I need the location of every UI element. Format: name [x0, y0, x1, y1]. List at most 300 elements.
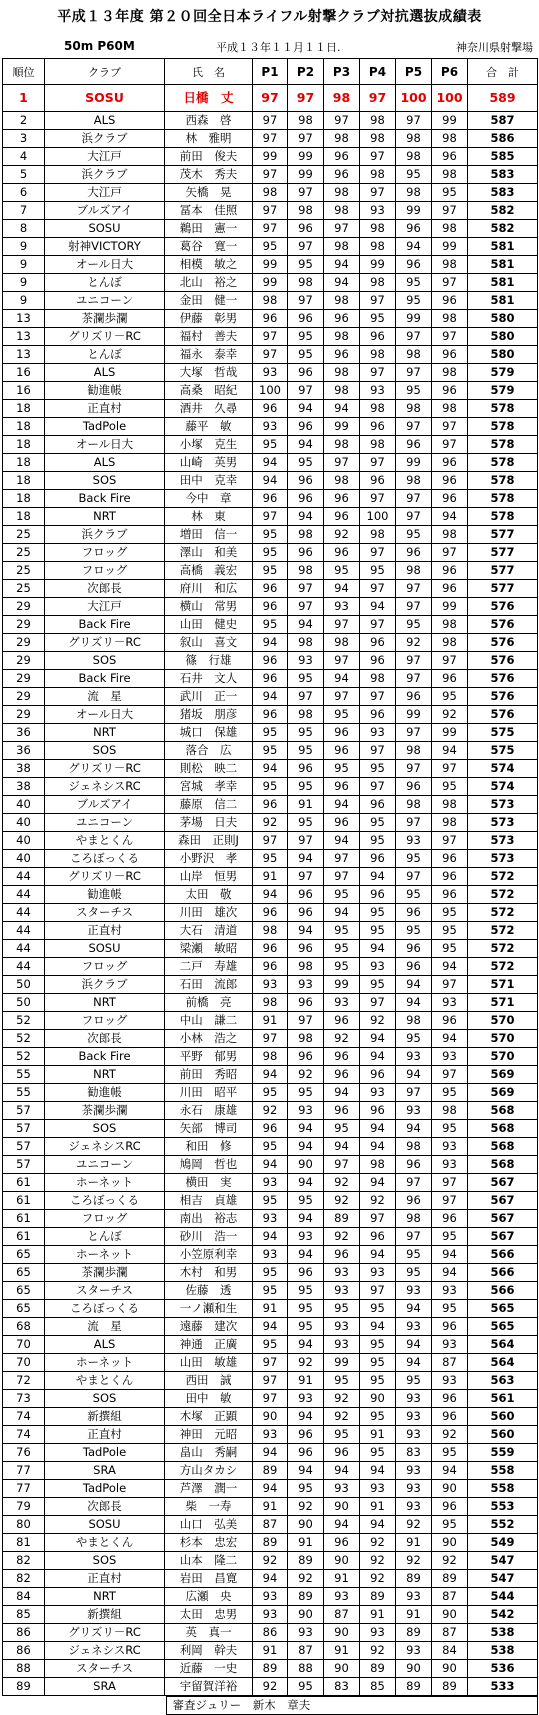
- club-cell: SOSU: [45, 220, 165, 238]
- table-row: [3, 1030, 538, 1048]
- rank-cell: 65: [3, 1282, 45, 1300]
- p2-cell: 98: [288, 526, 324, 544]
- p6-cell: 96: [432, 1210, 468, 1228]
- p3-cell: 93: [324, 1264, 360, 1282]
- p3-cell: 95: [324, 1372, 360, 1390]
- p1-cell: 97: [253, 328, 288, 346]
- p1-cell: 94: [253, 1318, 288, 1336]
- p6-cell: 94: [432, 1246, 468, 1264]
- club-cell: ホーネット: [45, 1354, 165, 1372]
- p4-cell: 97: [360, 292, 396, 310]
- p5-cell: 92: [396, 634, 432, 652]
- p4-cell: 92: [360, 1192, 396, 1210]
- club-cell: 正直村: [45, 1570, 165, 1588]
- p5-cell: 97: [396, 814, 432, 832]
- p6-cell: 97: [432, 436, 468, 454]
- name-cell: 矢部 博司: [165, 1120, 253, 1138]
- total-cell: 581: [468, 274, 538, 292]
- p5-cell: 98: [396, 472, 432, 490]
- name-cell: 神田 元昭: [165, 1426, 253, 1444]
- p3-cell: 96: [324, 1534, 360, 1552]
- name-cell: 前橋 亮: [165, 994, 253, 1012]
- name-cell: 宇留賀洋裕: [165, 1678, 253, 1696]
- rank-cell: 38: [3, 760, 45, 778]
- total-cell: 569: [468, 1084, 538, 1102]
- rank-cell: 52: [3, 1048, 45, 1066]
- p1-cell: 93: [253, 1174, 288, 1192]
- p2-cell: 93: [288, 1102, 324, 1120]
- name-cell: 日橋 丈: [165, 85, 253, 112]
- p5-cell: 97: [396, 418, 432, 436]
- p4-cell: 96: [360, 472, 396, 490]
- club-cell: 射神VICTORY: [45, 238, 165, 256]
- p2-cell: 99: [288, 166, 324, 184]
- header-p2: P2: [288, 59, 324, 85]
- p6-cell: 89: [432, 1678, 468, 1696]
- club-cell: やまとくん: [45, 832, 165, 850]
- name-cell: 相吉 貞雄: [165, 1192, 253, 1210]
- p4-cell: 91: [360, 1498, 396, 1516]
- p6-cell: 96: [432, 1318, 468, 1336]
- total-cell: 577: [468, 562, 538, 580]
- p1-cell: 94: [253, 1570, 288, 1588]
- table-row: [3, 1210, 538, 1228]
- rank-cell: 55: [3, 1084, 45, 1102]
- p4-cell: 95: [360, 562, 396, 580]
- p1-cell: 94: [253, 886, 288, 904]
- p5-cell: 91: [396, 1534, 432, 1552]
- p5-cell: 98: [396, 1012, 432, 1030]
- club-cell: ALS: [45, 364, 165, 382]
- p4-cell: 94: [360, 1030, 396, 1048]
- p3-cell: 94: [324, 670, 360, 688]
- p6-cell: 96: [432, 490, 468, 508]
- rank-cell: 36: [3, 724, 45, 742]
- p2-cell: 95: [288, 1282, 324, 1300]
- table-row: [3, 1390, 538, 1408]
- p1-cell: 91: [253, 1498, 288, 1516]
- total-cell: 566: [468, 1282, 538, 1300]
- p2-cell: 95: [288, 346, 324, 364]
- name-cell: 小林 浩之: [165, 1030, 253, 1048]
- table-row: [3, 148, 538, 166]
- table-row: [3, 616, 538, 634]
- p5-cell: 89: [396, 1678, 432, 1696]
- total-cell: 578: [468, 490, 538, 508]
- p3-cell: 97: [324, 1156, 360, 1174]
- p1-cell: 99: [253, 148, 288, 166]
- total-cell: 572: [468, 922, 538, 940]
- p6-cell: 99: [432, 238, 468, 256]
- rank-cell: 13: [3, 346, 45, 364]
- p4-cell: 94: [360, 1318, 396, 1336]
- table-row: [3, 976, 538, 994]
- p4-cell: 95: [360, 1372, 396, 1390]
- club-cell: ユニコーン: [45, 1156, 165, 1174]
- p3-cell: 97: [324, 652, 360, 670]
- p2-cell: 88: [288, 1660, 324, 1678]
- p5-cell: 99: [396, 310, 432, 328]
- name-cell: 石井 文人: [165, 670, 253, 688]
- table-row: [3, 400, 538, 418]
- p6-cell: 94: [432, 742, 468, 760]
- name-cell: 山本 隆二: [165, 1552, 253, 1570]
- club-cell: やまとくん: [45, 1372, 165, 1390]
- name-cell: 川田 昭平: [165, 1084, 253, 1102]
- total-cell: 578: [468, 472, 538, 490]
- p2-cell: 92: [288, 1498, 324, 1516]
- p4-cell: 97: [360, 742, 396, 760]
- p6-cell: 98: [432, 616, 468, 634]
- p5-cell: 93: [396, 1588, 432, 1606]
- p3-cell: 90: [324, 1498, 360, 1516]
- p3-cell: 92: [324, 1174, 360, 1192]
- club-cell: 大江戸: [45, 184, 165, 202]
- p1-cell: 97: [253, 220, 288, 238]
- p1-cell: 97: [253, 85, 288, 112]
- p4-cell: 97: [360, 364, 396, 382]
- p2-cell: 96: [288, 994, 324, 1012]
- p4-cell: 97: [360, 994, 396, 1012]
- p3-cell: 95: [324, 1426, 360, 1444]
- p2-cell: 93: [288, 1390, 324, 1408]
- table-row: [3, 1498, 538, 1516]
- p1-cell: 97: [253, 130, 288, 148]
- total-cell: 586: [468, 130, 538, 148]
- rank-cell: 29: [3, 634, 45, 652]
- p3-cell: 92: [324, 1228, 360, 1246]
- rank-cell: 80: [3, 1516, 45, 1534]
- total-cell: 575: [468, 724, 538, 742]
- p2-cell: 96: [288, 1264, 324, 1282]
- p5-cell: 98: [396, 1210, 432, 1228]
- p1-cell: 98: [253, 922, 288, 940]
- p6-cell: 92: [432, 706, 468, 724]
- p1-cell: 96: [253, 310, 288, 328]
- p2-cell: 97: [288, 832, 324, 850]
- total-cell: 570: [468, 1030, 538, 1048]
- p4-cell: 97: [360, 490, 396, 508]
- name-cell: 山口 弘美: [165, 1516, 253, 1534]
- rank-cell: 44: [3, 940, 45, 958]
- p4-cell: 93: [360, 1264, 396, 1282]
- p2-cell: 96: [288, 472, 324, 490]
- table-row: [3, 202, 538, 220]
- p3-cell: 94: [324, 904, 360, 922]
- club-cell: グリズリ－RC: [45, 760, 165, 778]
- name-cell: 冨本 佳照: [165, 202, 253, 220]
- table-row: [3, 1084, 538, 1102]
- total-cell: 572: [468, 886, 538, 904]
- table-row: [3, 1264, 538, 1282]
- event-date: 平成１３年１１月１１日.: [216, 41, 341, 54]
- p3-cell: 94: [324, 832, 360, 850]
- p6-cell: 95: [432, 778, 468, 796]
- p2-cell: 90: [288, 1516, 324, 1534]
- p2-cell: 97: [288, 382, 324, 400]
- header-club: クラブ: [45, 59, 165, 85]
- p5-cell: 94: [396, 994, 432, 1012]
- rank-cell: 7: [3, 202, 45, 220]
- rank-cell: 40: [3, 832, 45, 850]
- club-cell: オール日大: [45, 706, 165, 724]
- p5-cell: 97: [396, 112, 432, 130]
- total-cell: 574: [468, 760, 538, 778]
- p6-cell: 97: [432, 760, 468, 778]
- name-cell: 太田 忠男: [165, 1606, 253, 1624]
- p2-cell: 92: [288, 1354, 324, 1372]
- rank-cell: 29: [3, 670, 45, 688]
- p6-cell: 97: [432, 976, 468, 994]
- club-cell: フロッグ: [45, 562, 165, 580]
- total-cell: 559: [468, 1444, 538, 1462]
- total-cell: 572: [468, 904, 538, 922]
- name-cell: 宮城 孝幸: [165, 778, 253, 796]
- p2-cell: 94: [288, 1408, 324, 1426]
- table-row: [3, 292, 538, 310]
- p1-cell: 98: [253, 184, 288, 202]
- p6-cell: 93: [432, 1138, 468, 1156]
- rank-cell: 57: [3, 1156, 45, 1174]
- rank-cell: 84: [3, 1588, 45, 1606]
- rank-cell: 74: [3, 1426, 45, 1444]
- table-row: [3, 1480, 538, 1498]
- p4-cell: 91: [360, 1426, 396, 1444]
- p5-cell: 95: [396, 850, 432, 868]
- p3-cell: 94: [324, 1516, 360, 1534]
- club-cell: SOS: [45, 652, 165, 670]
- p4-cell: 95: [360, 814, 396, 832]
- club-cell: 新撰組: [45, 1606, 165, 1624]
- p2-cell: 95: [288, 1678, 324, 1696]
- total-cell: 565: [468, 1318, 538, 1336]
- p2-cell: 93: [288, 1228, 324, 1246]
- name-cell: 砂川 浩一: [165, 1228, 253, 1246]
- total-cell: 563: [468, 1372, 538, 1390]
- p5-cell: 94: [396, 1354, 432, 1372]
- p5-cell: 89: [396, 1570, 432, 1588]
- p4-cell: 94: [360, 868, 396, 886]
- p6-cell: 96: [432, 148, 468, 166]
- p1-cell: 97: [253, 1354, 288, 1372]
- p6-cell: 94: [432, 1264, 468, 1282]
- table-row: [3, 1120, 538, 1138]
- table-row: [3, 256, 538, 274]
- name-cell: 佐藤 透: [165, 1282, 253, 1300]
- table-row: [3, 760, 538, 778]
- rank-cell: 44: [3, 958, 45, 976]
- p4-cell: 97: [360, 1210, 396, 1228]
- p4-cell: 98: [360, 166, 396, 184]
- p6-cell: 95: [432, 1228, 468, 1246]
- p6-cell: 93: [432, 1282, 468, 1300]
- table-row: [3, 742, 538, 760]
- p5-cell: 97: [396, 328, 432, 346]
- table-row: [3, 1408, 538, 1426]
- p1-cell: 94: [253, 688, 288, 706]
- footer-row: [2, 1697, 537, 1715]
- total-cell: 542: [468, 1606, 538, 1624]
- p3-cell: 97: [324, 868, 360, 886]
- p3-cell: 87: [324, 1606, 360, 1624]
- results-table: [2, 58, 538, 1696]
- p5-cell: 95: [396, 886, 432, 904]
- p1-cell: 94: [253, 1444, 288, 1462]
- club-cell: Back Fire: [45, 670, 165, 688]
- name-cell: 木村 和男: [165, 1264, 253, 1282]
- name-cell: 遠藤 建次: [165, 1318, 253, 1336]
- club-cell: ホーネット: [45, 1246, 165, 1264]
- p4-cell: 95: [360, 310, 396, 328]
- p5-cell: 98: [396, 346, 432, 364]
- p5-cell: 97: [396, 670, 432, 688]
- p3-cell: 92: [324, 1030, 360, 1048]
- total-cell: 544: [468, 1588, 538, 1606]
- p1-cell: 87: [253, 1516, 288, 1534]
- rank-cell: 77: [3, 1462, 45, 1480]
- rank-cell: 72: [3, 1372, 45, 1390]
- p2-cell: 94: [288, 1246, 324, 1264]
- total-cell: 585: [468, 148, 538, 166]
- p3-cell: 94: [324, 580, 360, 598]
- club-cell: ころぼっくる: [45, 1192, 165, 1210]
- name-cell: 藤原 信二: [165, 796, 253, 814]
- table-row: [3, 130, 538, 148]
- p3-cell: 93: [324, 1480, 360, 1498]
- name-cell: 田中 克幸: [165, 472, 253, 490]
- club-cell: 次郎長: [45, 1498, 165, 1516]
- club-cell: 新撰組: [45, 1408, 165, 1426]
- p1-cell: 95: [253, 562, 288, 580]
- p4-cell: 85: [360, 1678, 396, 1696]
- p1-cell: 97: [253, 202, 288, 220]
- p3-cell: 97: [324, 454, 360, 472]
- p4-cell: 96: [360, 706, 396, 724]
- p3-cell: 96: [324, 1048, 360, 1066]
- p3-cell: 93: [324, 598, 360, 616]
- p1-cell: 99: [253, 274, 288, 292]
- club-cell: グリズリ－RC: [45, 634, 165, 652]
- p5-cell: 94: [396, 1300, 432, 1318]
- p3-cell: 95: [324, 886, 360, 904]
- p5-cell: 98: [396, 796, 432, 814]
- table-row: [3, 652, 538, 670]
- p1-cell: 97: [253, 112, 288, 130]
- p4-cell: 96: [360, 1228, 396, 1246]
- p2-cell: 98: [288, 958, 324, 976]
- table-row: [3, 310, 538, 328]
- p2-cell: 93: [288, 976, 324, 994]
- total-cell: 570: [468, 1048, 538, 1066]
- p6-cell: 87: [432, 1624, 468, 1642]
- name-cell: 利岡 幹夫: [165, 1642, 253, 1660]
- p3-cell: 94: [324, 1462, 360, 1480]
- name-cell: 小笠原利幸: [165, 1246, 253, 1264]
- p6-cell: 95: [432, 688, 468, 706]
- p1-cell: 91: [253, 1300, 288, 1318]
- name-cell: 田中 敏: [165, 1390, 253, 1408]
- p6-cell: 95: [432, 922, 468, 940]
- rank-cell: 82: [3, 1570, 45, 1588]
- p4-cell: 96: [360, 1102, 396, 1120]
- total-cell: 573: [468, 814, 538, 832]
- table-row: [3, 1606, 538, 1624]
- p1-cell: 93: [253, 1606, 288, 1624]
- table-row: [3, 1642, 538, 1660]
- table-row: [3, 346, 538, 364]
- p4-cell: 95: [360, 760, 396, 778]
- p4-cell: 97: [360, 616, 396, 634]
- p4-cell: 98: [360, 400, 396, 418]
- rank-cell: 5: [3, 166, 45, 184]
- p1-cell: 92: [253, 1678, 288, 1696]
- table-row: [3, 868, 538, 886]
- table-row: [3, 904, 538, 922]
- p4-cell: 92: [360, 1642, 396, 1660]
- club-cell: SOS: [45, 472, 165, 490]
- total-cell: 587: [468, 112, 538, 130]
- p4-cell: 100: [360, 508, 396, 526]
- p2-cell: 97: [288, 184, 324, 202]
- name-cell: 岩田 昌寛: [165, 1570, 253, 1588]
- name-cell: 二戸 寿雄: [165, 958, 253, 976]
- p4-cell: 93: [360, 382, 396, 400]
- p5-cell: 97: [396, 868, 432, 886]
- p2-cell: 94: [288, 1210, 324, 1228]
- club-cell: SOSU: [45, 940, 165, 958]
- p2-cell: 95: [288, 1300, 324, 1318]
- p3-cell: 96: [324, 310, 360, 328]
- p2-cell: 95: [288, 256, 324, 274]
- p2-cell: 97: [288, 598, 324, 616]
- p1-cell: 97: [253, 508, 288, 526]
- p2-cell: 91: [288, 1534, 324, 1552]
- rank-cell: 79: [3, 1498, 45, 1516]
- total-cell: 567: [468, 1210, 538, 1228]
- p4-cell: 93: [360, 958, 396, 976]
- total-cell: 577: [468, 544, 538, 562]
- club-cell: ブルズアイ: [45, 202, 165, 220]
- p3-cell: 96: [324, 814, 360, 832]
- p4-cell: 96: [360, 886, 396, 904]
- total-cell: 536: [468, 1660, 538, 1678]
- p6-cell: 98: [432, 220, 468, 238]
- p3-cell: 89: [324, 1210, 360, 1228]
- p6-cell: 95: [432, 1300, 468, 1318]
- p1-cell: 93: [253, 1426, 288, 1444]
- name-cell: 前田 秀昭: [165, 1066, 253, 1084]
- rank-cell: 52: [3, 1012, 45, 1030]
- p4-cell: 94: [360, 598, 396, 616]
- p2-cell: 96: [288, 544, 324, 562]
- p3-cell: 96: [324, 724, 360, 742]
- club-cell: オール日大: [45, 256, 165, 274]
- name-cell: 中山 謙二: [165, 1012, 253, 1030]
- total-cell: 567: [468, 1228, 538, 1246]
- p4-cell: 98: [360, 112, 396, 130]
- p3-cell: 99: [324, 976, 360, 994]
- club-cell: 浜クラブ: [45, 130, 165, 148]
- table-row: [3, 580, 538, 598]
- total-cell: 575: [468, 742, 538, 760]
- p3-cell: 94: [324, 400, 360, 418]
- club-cell: ALS: [45, 1336, 165, 1354]
- p2-cell: 94: [288, 400, 324, 418]
- name-cell: 澤山 和美: [165, 544, 253, 562]
- p3-cell: 92: [324, 1390, 360, 1408]
- club-cell: やまとくん: [45, 1534, 165, 1552]
- table-row: [3, 1300, 538, 1318]
